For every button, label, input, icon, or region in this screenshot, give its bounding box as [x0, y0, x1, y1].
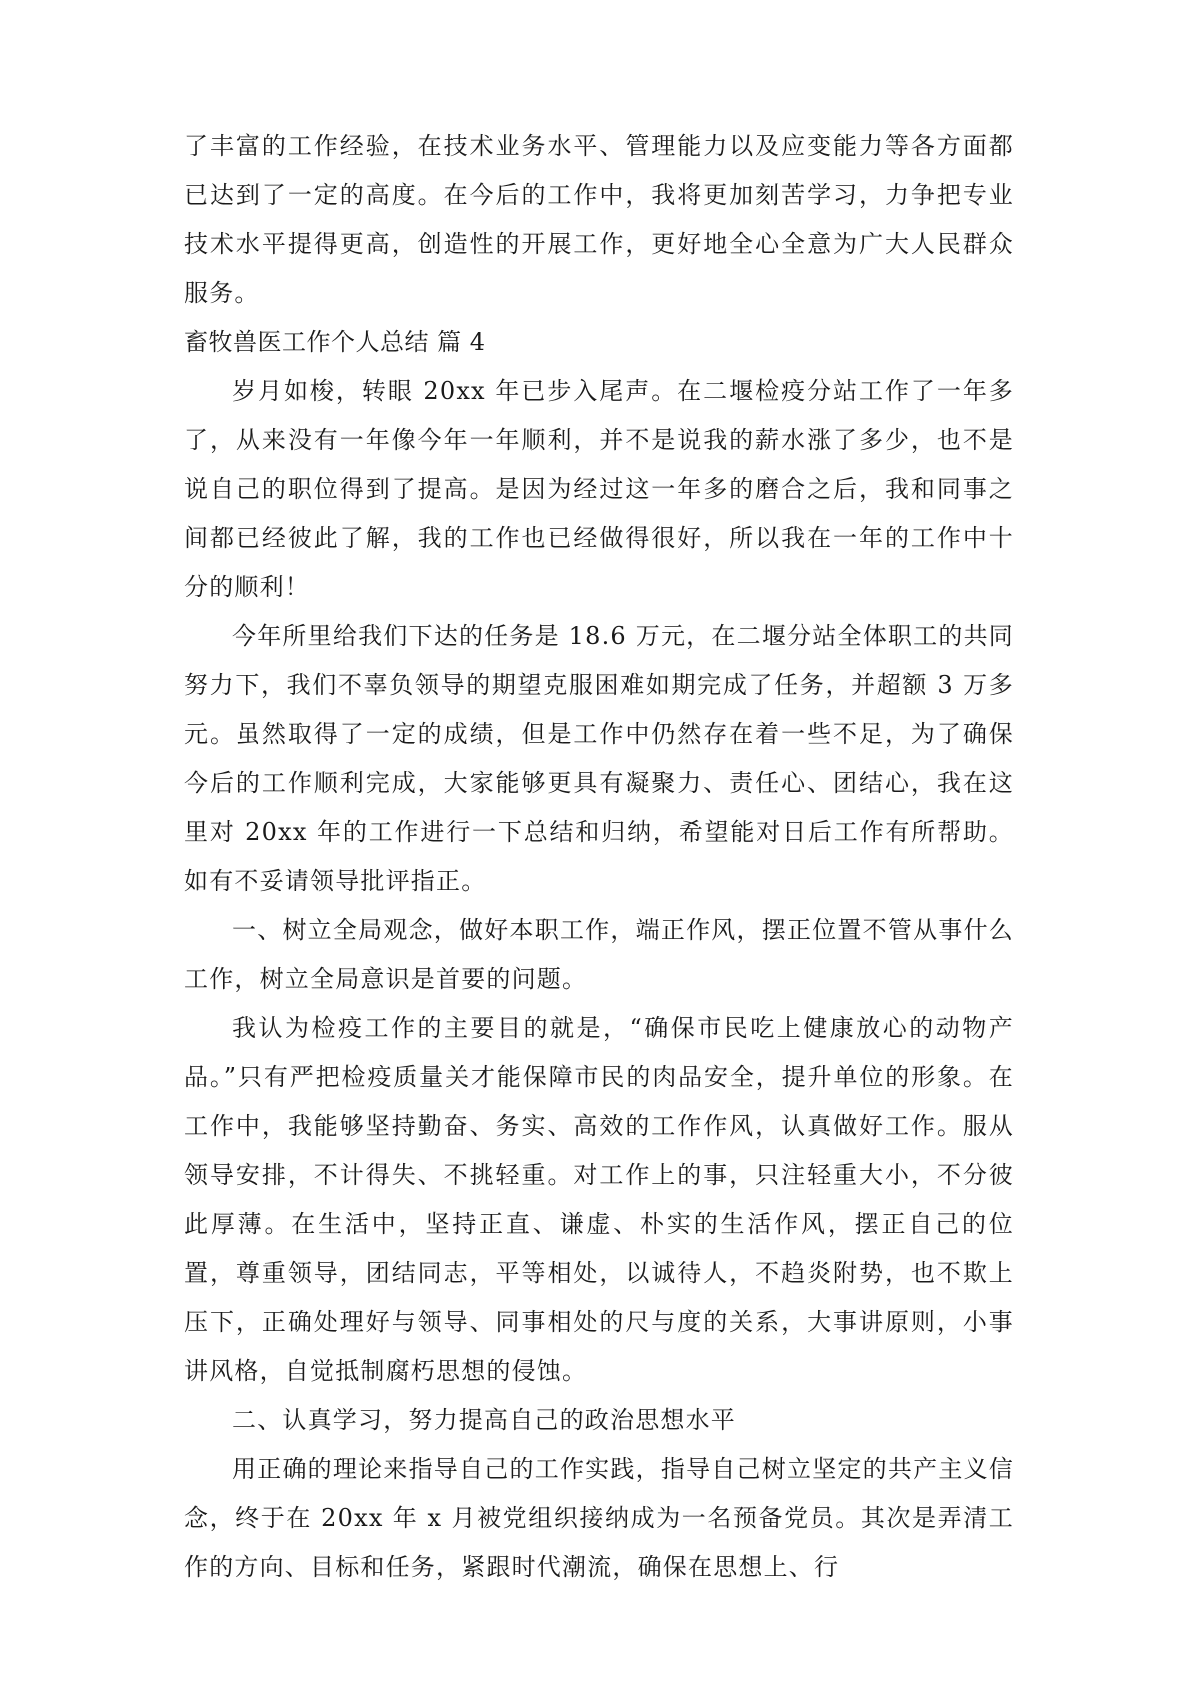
body-paragraph: 一、树立全局观念，做好本职工作，端正作风，摆正位置不管从事什么工作，树立全局意识是首要的问题。: [184, 916, 1014, 993]
body-paragraph: 用正确的理论来指导自己的工作实践，指导自己树立坚定的共产主义信念，终于在 20xx 年 x 月被党组织接纳成为一名预备党员。其次是弄清工作的方向、目标和任务，紧跟时代潮流，确保在思想上、行: [184, 1455, 1014, 1581]
document-page: [184, 122, 1014, 1592]
subheading-paragraph: 二、认真学习，努力提高自己的政治思想水平: [232, 1406, 736, 1434]
body-paragraph: 今年所里给我们下达的任务是 18.6 万元，在二堰分站全体职工的共同努力下，我们不辜负领导的期望克服困难如期完成了任务，并超额 3 万多元。虽然取得了一定的成绩，但是工作中仍然存在着一些不足，为了确保今后的工作顺利完成，大家能够更具有凝聚力、责任心、团结心，我在这里对 20xx 年的工作进行一下总结和归纳，希望能对日后工作有所帮助。如有不妥请领导批评指正。: [184, 622, 1014, 895]
body-paragraph: 岁月如梭，转眼 20xx 年已步入尾声。在二堰检疫分站工作了一年多了，从来没有一年像今年一年顺利，并不是说我的薪水涨了多少，也不是说自己的职位得到了提高。是因为经过这一年多的磨合之后，我和同事之间都已经彼此了解，我的工作也已经做得很好，所以我在一年的工作中十分的顺利！: [184, 377, 1014, 601]
body-paragraph: 我认为检疫工作的主要目的就是，“确保市民吃上健康放心的动物产品。”只有严把检疫质量关才能保障市民的肉品安全，提升单位的形象。在工作中，我能够坚持勤奋、务实、高效的工作作风，认真做好工作。服从领导安排，不计得失、不挑轻重。对工作上的事，只注轻重大小，不分彼此厚薄。在生活中，坚持正直、谦虚、朴实的生活作风，摆正自己的位置，尊重领导，团结同志，平等相处，以诚待人，不趋炎附势，也不欺上压下，正确处理好与领导、同事相处的尺与度的关系，大事讲原则，小事讲风格，自觉抵制腐朽思想的侵蚀。: [184, 1014, 1014, 1385]
continuation-paragraph: 了丰富的工作经验，在技术业务水平、管理能力以及应变能力等各方面都已达到了一定的高度。在今后的工作中，我将更加刻苦学习，力争把专业技术水平提得更高，创造性的开展工作，更好地全心全意为广大人民群众服务。: [184, 132, 1014, 307]
section-title: 畜牧兽医工作个人总结 篇 4: [184, 328, 486, 356]
